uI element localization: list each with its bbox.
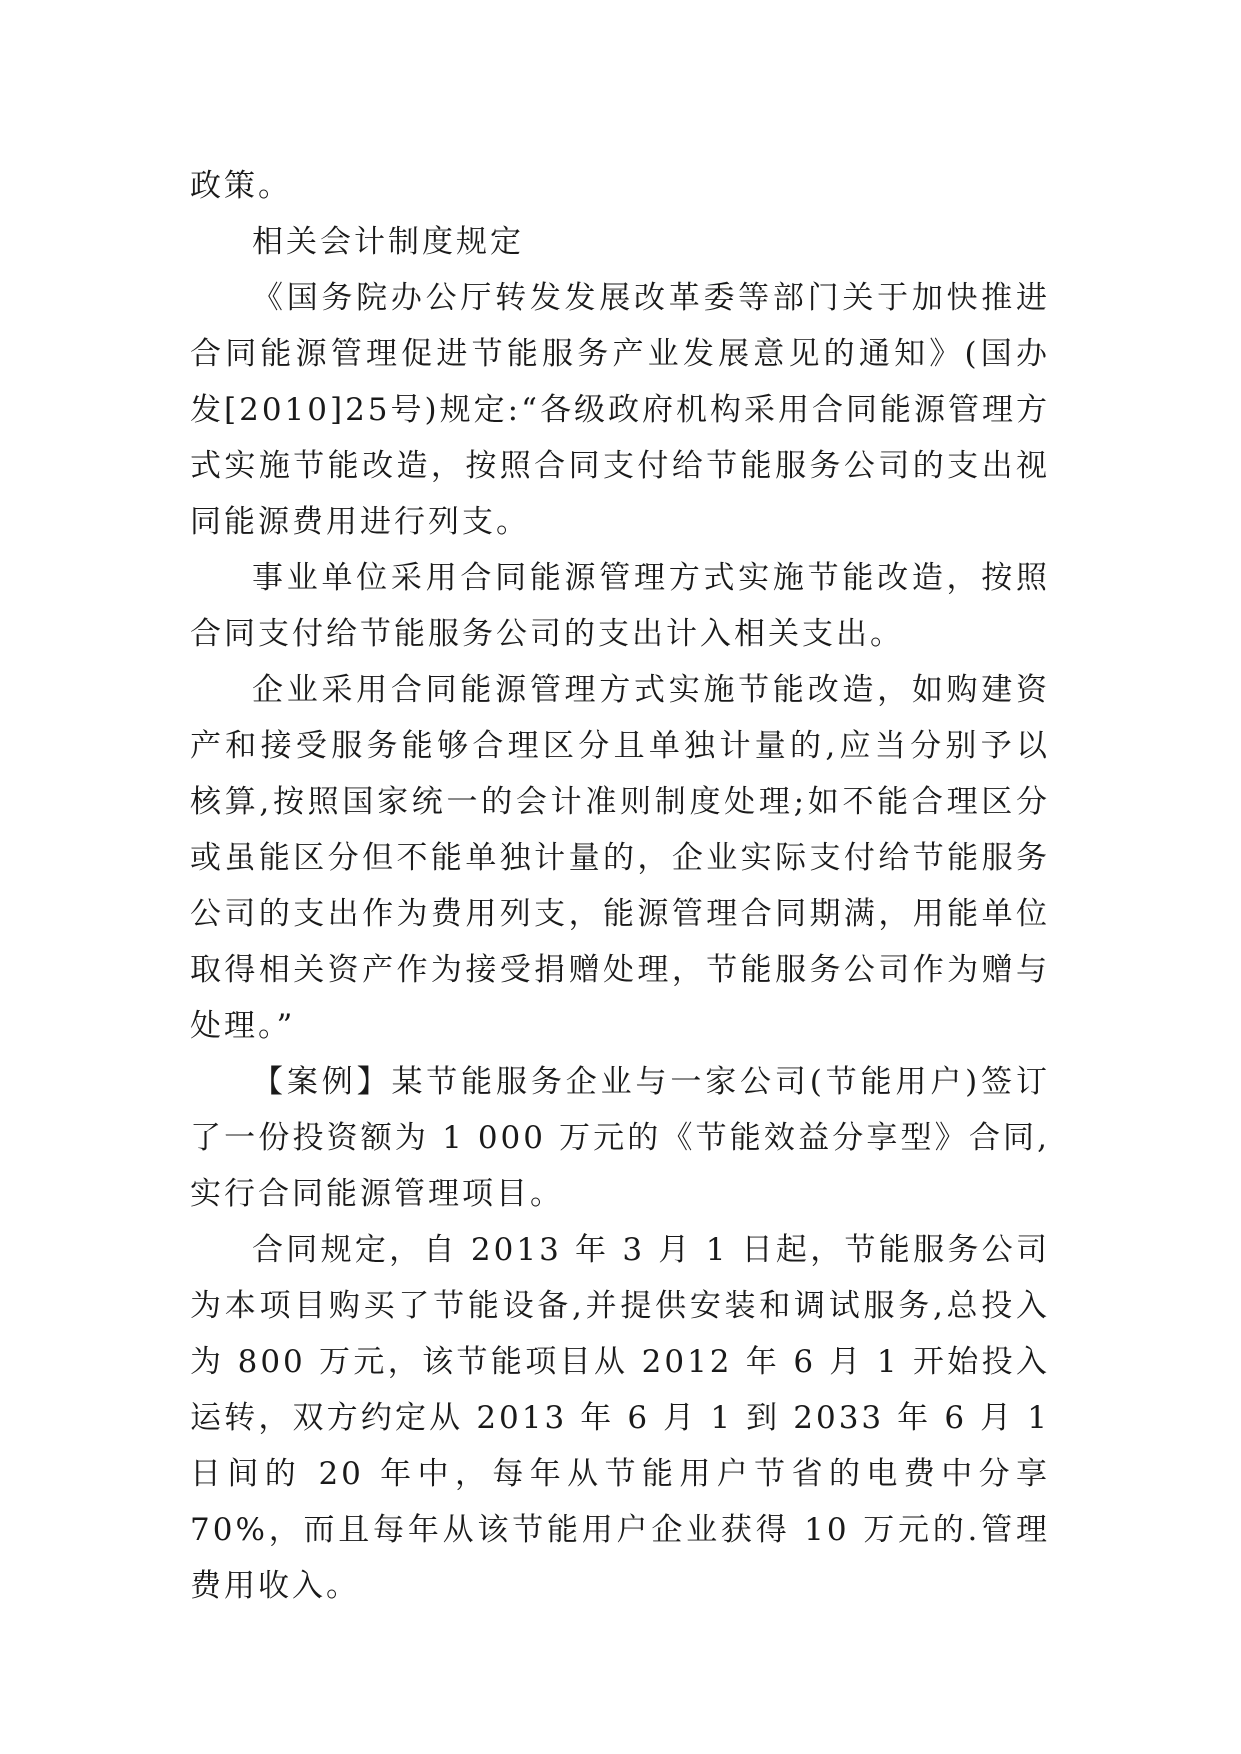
paragraph-continuation: 政策。 (190, 168, 292, 204)
paragraph-policy-quote: 《国务院办公厅转发发展改革委等部门关于加快推进合同能源管理促进节能服务产业发展意见的通知》(国办发[2010]25号)规定:“各级政府机构采用合同能源管理方式实施节能改造，按照合同支付给节能服务公司的支出视同能源费用进行列支。 (190, 280, 1050, 540)
document-body (190, 158, 1050, 1614)
paragraph-public-institutions: 事业单位采用合同能源管理方式实施节能改造，按照合同支付给节能服务公司的支出计入相关支出。 (190, 560, 1050, 652)
paragraph-case-intro: 【案例】某节能服务企业与一家公司(节能用户)签订了一份投资额为 1 000 万元的《节能效益分享型》合同,实行合同能源管理项目。 (190, 1064, 1050, 1212)
section-heading: 相关会计制度规定 (252, 224, 524, 260)
paragraph-enterprises: 企业采用合同能源管理方式实施节能改造，如购建资产和接受服务能够合理区分且单独计量的,应当分别予以核算,按照国家统一的会计准则制度处理;如不能合理区分或虽能区分但不能单独计量的，企业实际支付给节能服务公司的支出作为费用列支，能源管理合同期满，用能单位取得相关资产作为接受捐赠处理，节能服务公司作为赠与处理。” (190, 672, 1050, 1044)
paragraph-contract-terms: 合同规定，自 2013 年 3 月 1 日起，节能服务公司为本项目购买了节能设备,并提供安装和调试服务,总投入为 800 万元，该节能项目从 2012 年 6 月 1 开始投入运转，双方约定从 2013 年 6 月 1 到 2033 年 6 月 1 日间的 20 年中，每年从节能用户节省的电费中分享 70%，而且每年从该节能用户企业获得 10 万元的.管理费用收入。 (190, 1232, 1050, 1604)
